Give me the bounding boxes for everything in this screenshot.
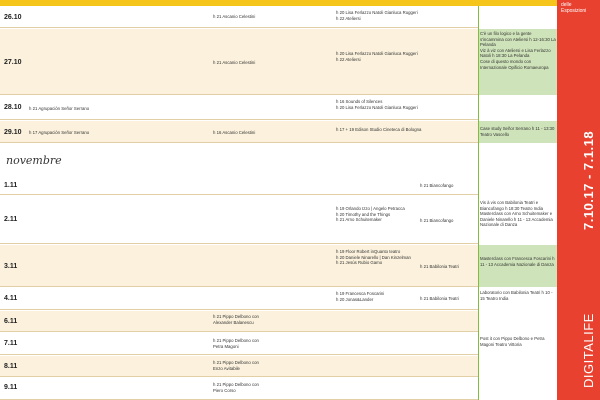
side-event: Post it con Pippo Delbono e Petra Magoni Teatro Vittoria	[480, 336, 545, 347]
table-row	[0, 6, 478, 28]
brand-vertical-title	[563, 118, 596, 388]
row-date: 6.11	[4, 318, 18, 325]
brand-title: DIGITALIFE	[581, 313, 596, 388]
table-row	[0, 121, 478, 143]
cell-venue-3	[336, 206, 405, 223]
brand-top-line2: Esposizioni	[561, 8, 587, 14]
cell-venue-2: h 21 Pippo Delbono con Petra Magoni	[213, 338, 259, 349]
row-date: 8.11	[4, 363, 18, 370]
cell-venue-3	[336, 249, 411, 266]
brand-strip	[557, 0, 600, 400]
cell-text: h 17 + 19 Edison Studio Cineteca di Bologna	[336, 127, 422, 132]
table-row	[0, 177, 478, 195]
cell-text: h 19 Floor Robert inQuanto teatro h 20 Daniele Ninarello | Dan Kinzelman h 21 Jesús Rubio Gamo	[336, 249, 411, 266]
side-event: Laboratorio con Babilonia Teatri h 10 - 15 Teatro India	[480, 290, 553, 301]
side-event: Masterclass con Francesca Foscarini h 11 - 13 Accademia Nazionale di Danza	[480, 256, 555, 267]
side-event: Case study Señor Serrano h 11 - 13:30 Teatro Vascello	[480, 126, 555, 137]
cell-venue-3	[336, 99, 418, 110]
table-row	[0, 29, 478, 95]
table-row	[0, 378, 478, 400]
table-row	[0, 196, 478, 244]
row-date: 27.10	[4, 59, 22, 66]
cell-venue-4: h 21 Biancofango	[420, 183, 454, 188]
cell-venue-3	[336, 10, 418, 21]
side-event	[480, 200, 556, 228]
cell-venue-2: h 16 Ascanio Celestini	[213, 130, 256, 135]
cell-text: h 16 Sounds of Silences h 20 Lisa Ferlazzo Natoli Gianluca Ruggeri	[336, 99, 418, 110]
cell-venue-1: h 17 Agrupación Señor Serrano	[29, 130, 90, 135]
cell-venue-4: h 21 Babilonia Teatri	[420, 264, 459, 269]
side-event	[480, 31, 556, 70]
cell-venue-1: h 21 Agrupación Señor Serrano	[29, 106, 90, 111]
cell-venue-4: h 21 Biancofango	[420, 218, 454, 223]
table-row	[0, 245, 478, 287]
table-row	[0, 333, 478, 355]
row-date: 9.11	[4, 384, 18, 391]
row-date: 1.11	[4, 182, 18, 189]
top-color-band-right	[478, 0, 557, 6]
cell-venue-4: h 21 Babilonia Teatri	[420, 296, 459, 301]
side-event-text: C'è un filo logico e la gente s'incammina con Ateliersi h 12-16:30 La Pelanda Viz à viz con Ateliersi e Lisa Ferlazzo Natoli h 18:30 La Pelanda Cose di questo mondo con Internazionale Opificio Romaeuropa	[480, 31, 556, 70]
row-date: 29.10	[4, 129, 22, 136]
cell-venue-2: h 21 Pippo Delbono con Enzo Avitabile	[213, 360, 259, 371]
side-event-text: Vis à vis con Babilonia Teatri e Biancofango h 18:30 Teatro India Masterclass con Arno Schuitemaker e Daniele Ninarello h 11 - 13 Accademia Nazionale di Danza	[480, 200, 553, 228]
cell-venue-2: h 21 Ascanio Celestini	[213, 14, 256, 19]
row-date: 28.10	[4, 104, 22, 111]
row-date: 4.11	[4, 295, 18, 302]
month-heading: novembre	[6, 154, 62, 167]
cell-venue-2: h 21 Ascanio Celestini	[213, 60, 256, 65]
brand-top-line1: delle	[561, 2, 572, 8]
cell-venue-3	[336, 51, 418, 62]
cell-text: h 19 Orlando Izzo | Angelo Petracca h 20 Timothy and the Things h 21 Arno Schuitemaker	[336, 206, 405, 223]
cell-venue-3	[336, 291, 384, 302]
row-date: 26.10	[4, 14, 22, 21]
table-row	[0, 356, 478, 377]
row-date: 3.11	[4, 263, 18, 270]
cell-text: h 19 Francesca Foscarini h 20 Jonas&Lander	[336, 291, 385, 302]
cell-venue-3	[336, 127, 426, 133]
row-date: 7.11	[4, 340, 18, 347]
cell-text: h 20 Lisa Ferlazzo Natoli Gianluca Ruggeri h 22 Ateliersi	[336, 51, 418, 62]
brand-dates: 7.10.17 - 7.1.18	[581, 130, 596, 230]
cell-venue-2: h 21 Pippo Delbono con Alexander Balanescu	[213, 314, 259, 325]
cell-venue-2: h 21 Pippo Delbono con Piero Corso	[213, 382, 259, 393]
table-row	[0, 311, 478, 332]
row-date: 2.11	[4, 216, 18, 223]
cell-text: h 20 Lisa Ferlazzo Natoli Gianluca Ruggeri h 22 Ateliersi	[336, 10, 418, 21]
table-row	[0, 96, 478, 120]
table-row	[0, 288, 478, 310]
